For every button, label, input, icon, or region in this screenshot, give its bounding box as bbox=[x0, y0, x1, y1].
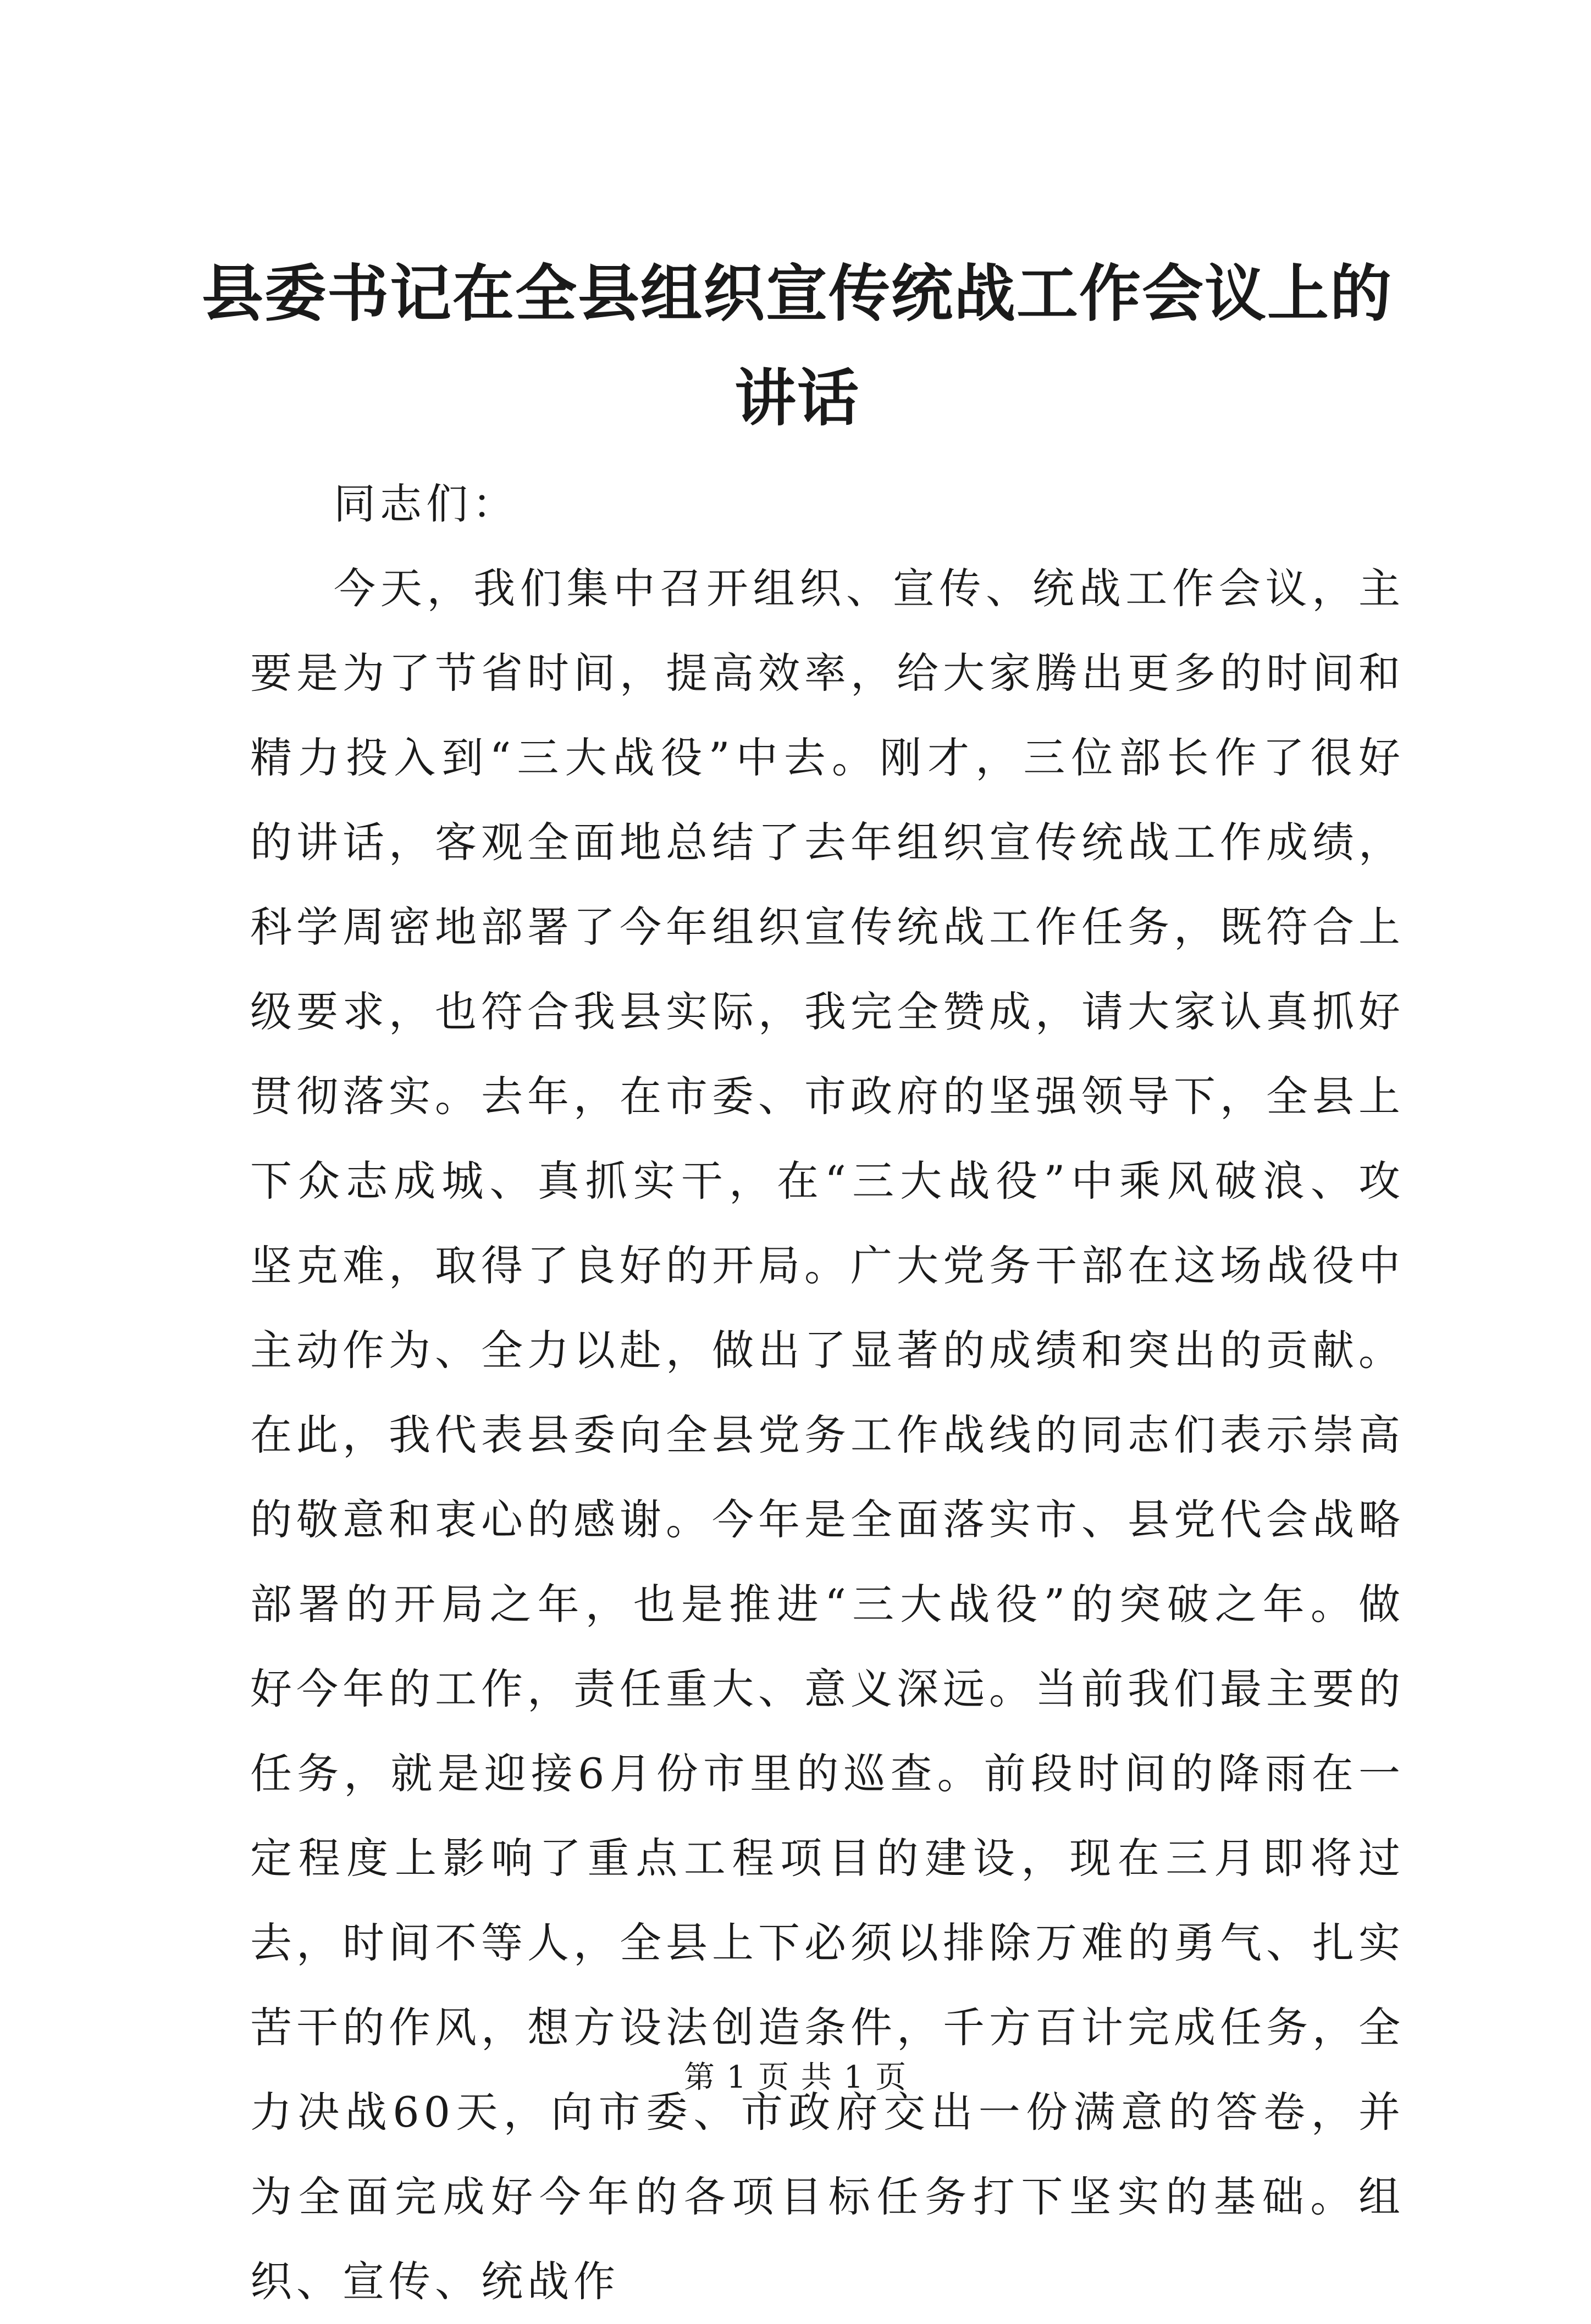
document-title: 县委书记在全县组织宣传统战工作会议上的讲话 bbox=[202, 258, 1393, 434]
salutation: 同志们： bbox=[334, 479, 518, 528]
document-body bbox=[250, 462, 1405, 2324]
page-footer: 第 1 页 共 1 页 bbox=[683, 2060, 908, 2095]
body-paragraph: 今天，我们集中召开组织、宣传、统战工作会议，主要是为了节省时间，提高效率，给大家腾出更多的时间和精力投入到“三大战役”中去。刚才，三位部长作了很好的讲话，客观全面地总结了去年组织宣传统战工作成绩，科学周密地部署了今年组织宣传统战工作任务，既符合上级要求，也符合我县实际，我完全赞成，请大家认真抓好贯彻落实。去年，在市委、市政府的坚强领导下，全县上下众志成城、真抓实干，在“三大战役”中乘风破浪、攻坚克难，取得了良好的开局。广大党务干部在这场战役中主动作为、全力以赴，做出了显著的成绩和突出的贡献。在此，我代表县委向全县党务工作战线的同志们表示崇高的敬意和衷心的感谢。今年是全面落实市、县党代会战略部署的开局之年，也是推进“三大战役”的突破之年。做好今年的工作，责任重大、意义深远。当前我们最主要的任务，就是迎接6月份市里的巡查。前段时间的降雨在一定程度上影响了重点工程项目的建设，现在三月即将过去，时间不等人，全县上下必须以排除万难的勇气、扎实苦干的作风，想方设法创造条件，千方百计完成任务，全力决战60天，向市委、市政府交出一份满意的答卷，并为全面完成好今年的各项目标任务打下坚实的基础。组织、宣传、统战作 bbox=[250, 564, 1405, 2306]
